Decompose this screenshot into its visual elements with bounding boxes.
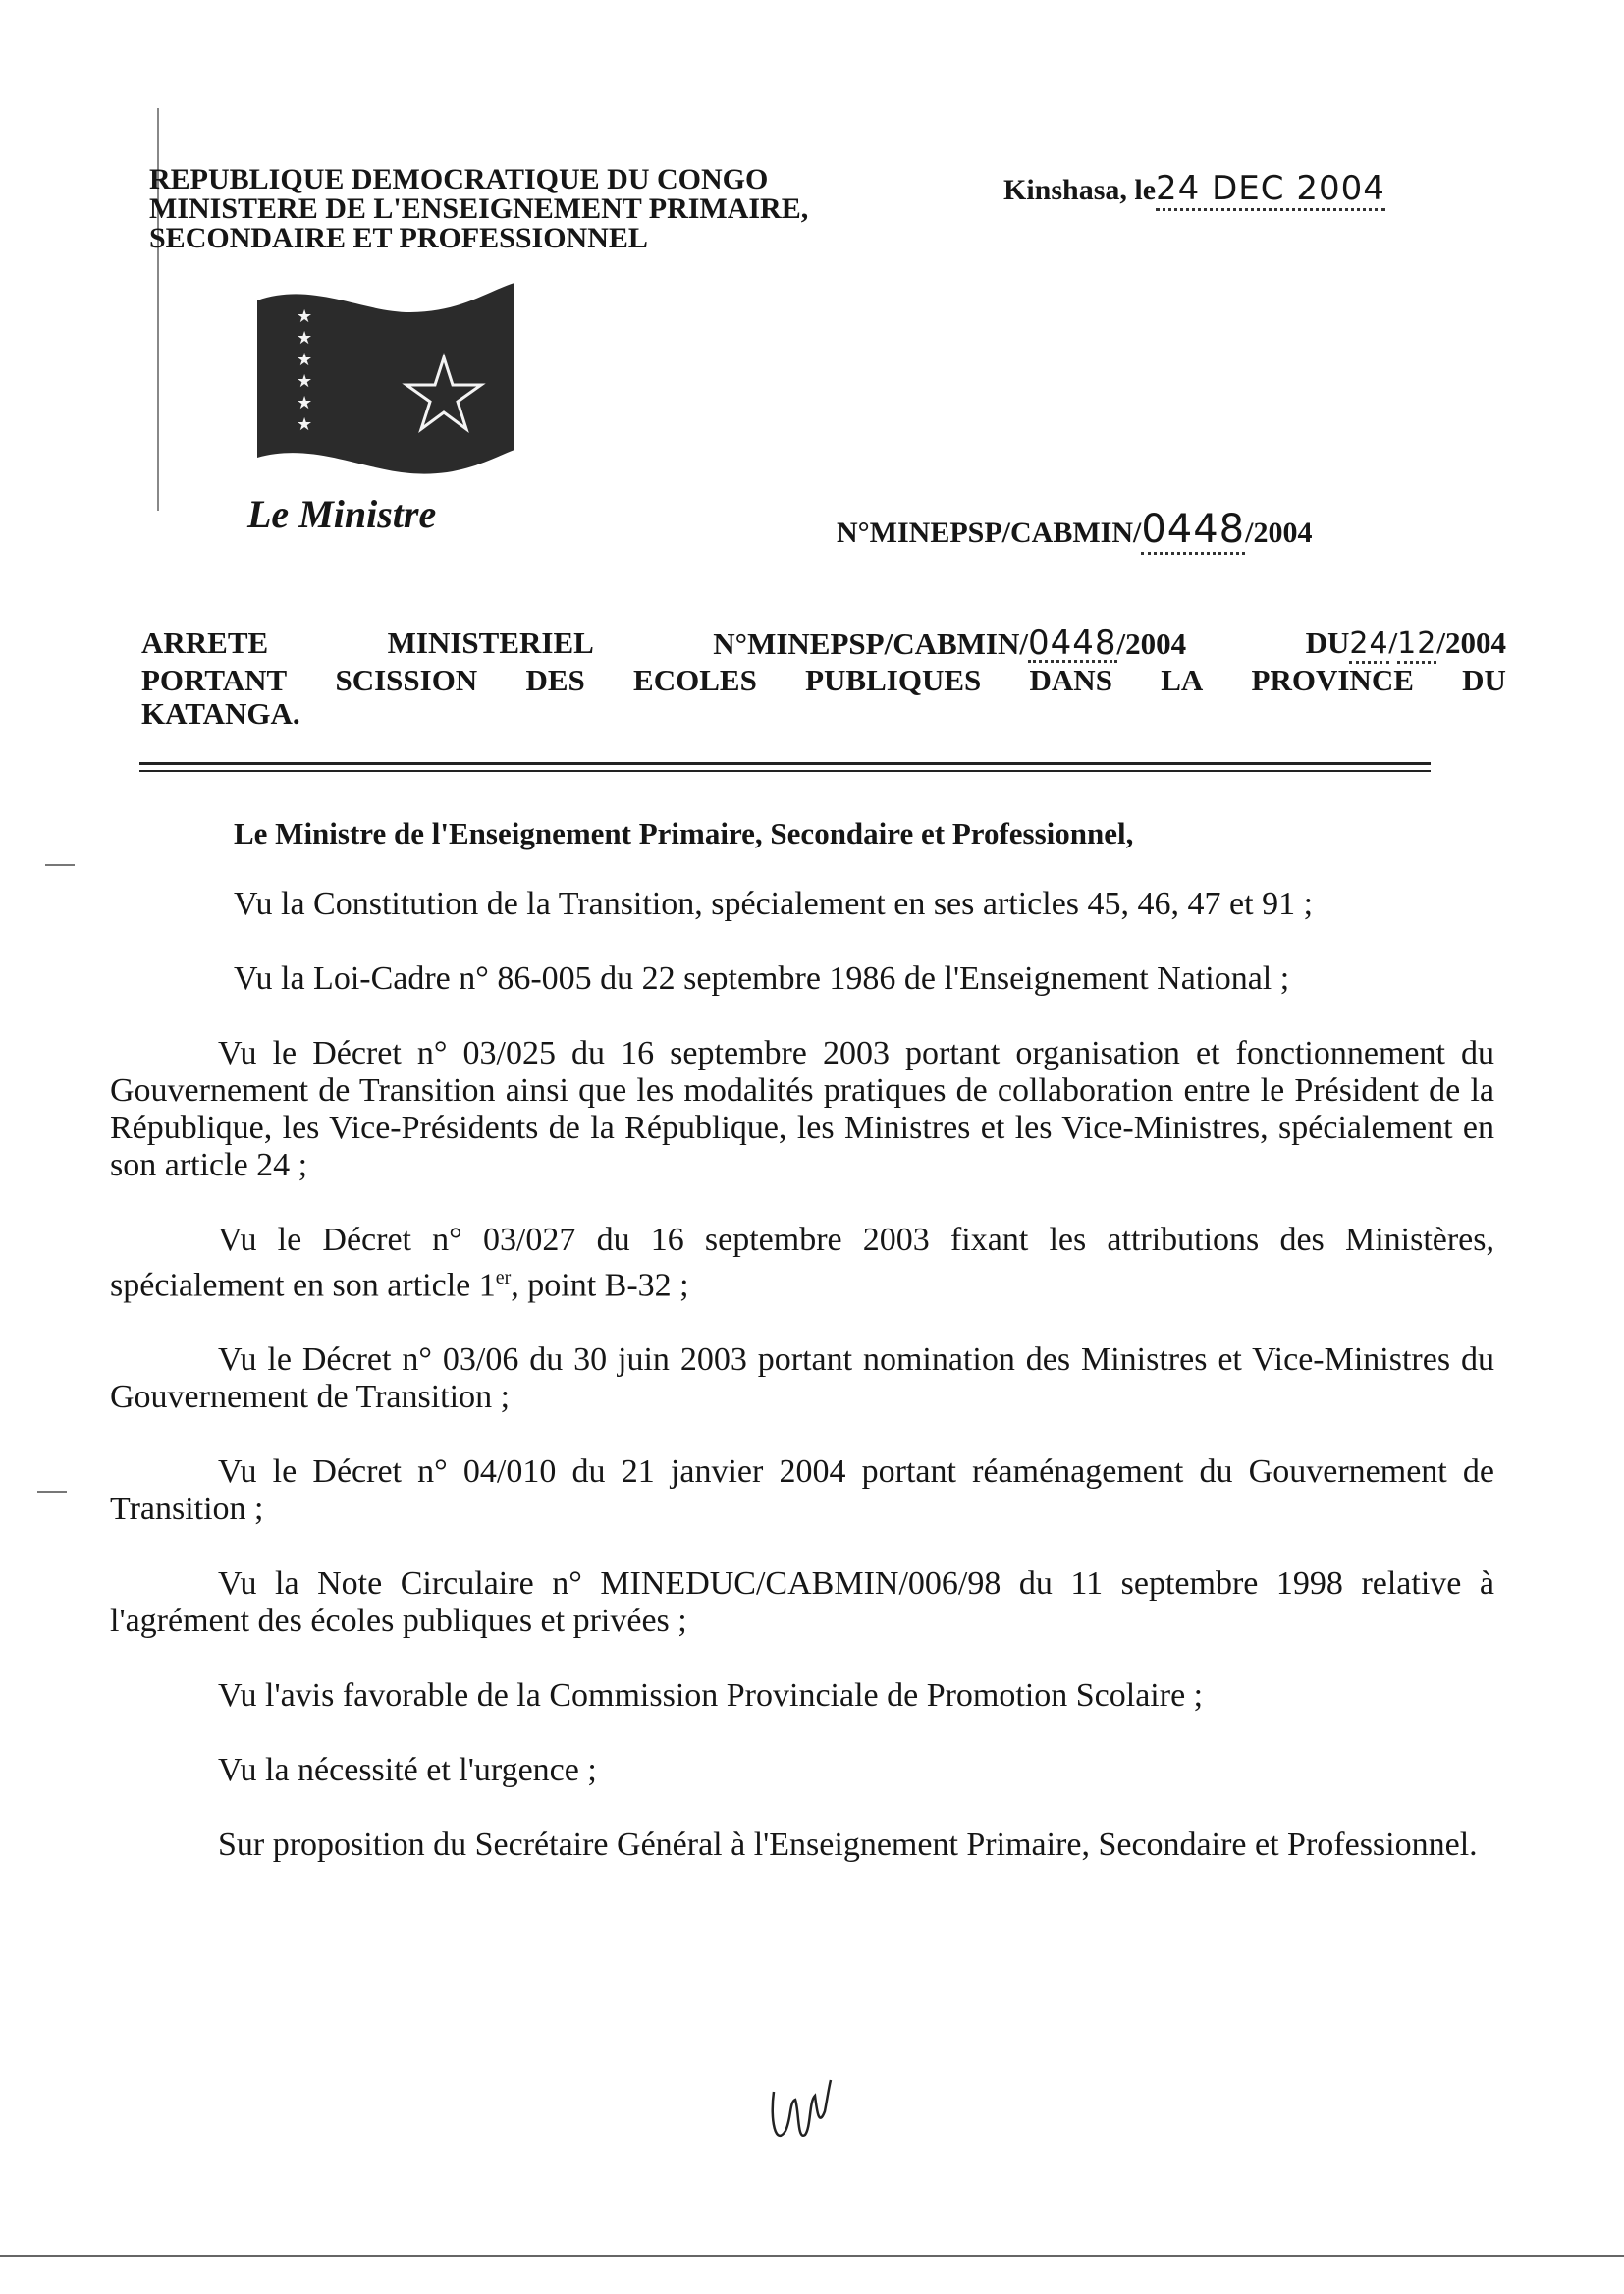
svg-text:★: ★ (297, 371, 313, 392)
reference-number (837, 507, 1312, 555)
handwritten-initials (766, 2072, 835, 2156)
preamble-intro: Le Ministre de l'Enseignement Primaire, Secondaire et Professionnel, (234, 816, 1134, 850)
decree-body (110, 815, 1494, 1901)
svg-text:★: ★ (297, 393, 313, 413)
signature-title: Le Ministre (247, 492, 437, 536)
decree-title (141, 624, 1506, 731)
ref-handwritten: 0448 (1141, 507, 1245, 555)
recital-decret-03-027: Vu le Décret n° 03/027 du 16 septembre 2003 fixant les attributions des Ministères, spécialement en son article 1er, point B-32 ; (110, 1222, 1494, 1304)
title-rule (139, 762, 1431, 765)
place-label: Kinshasa, le (1003, 174, 1157, 206)
recital-urgence: Vu la nécessité et l'urgence ; (218, 1752, 597, 1789)
flag-icon (253, 277, 518, 483)
recital-decret-03-025: Vu le Décret n° 03/025 du 16 septembre 2003 portant organisation et fonctionnement du Gouvernement de Transition ainsi que les modalités pratiques de collaboration entre le Président de la République, les Vice-Présidents de la République, les Ministres et les Vice-Ministres, spécialement en son article 24 ; (110, 1035, 1494, 1183)
decree-title-line-2: PORTANT SCISSION DES ECOLES PUBLIQUES DANS LA PROVINCE DU (141, 663, 1506, 697)
margin-mark (45, 864, 75, 866)
recital-note-circulaire: Vu la Note Circulaire n° MINEDUC/CABMIN/006/98 du 11 septembre 1998 relative à l'agrément des écoles publiques et privées ; (110, 1565, 1494, 1640)
decree-title-line-3: KATANGA. (141, 696, 300, 731)
ministry-name-cont: SECONDAIRE ET PROFESSIONNEL (149, 222, 648, 254)
title-rule-double (139, 770, 1431, 772)
svg-text:★: ★ (297, 350, 313, 370)
svg-text:★: ★ (297, 414, 313, 435)
recital-constitution: Vu la Constitution de la Transition, spécialement en ses articles 45, 46, 47 et 91 ; (234, 886, 1314, 922)
recital-proposition: Sur proposition du Secrétaire Général à l'Enseignement Primaire, Secondaire et Professionnel. (218, 1827, 1478, 1864)
ref-prefix: N°MINEPSP/CABMIN/ (837, 517, 1142, 549)
republic-name: REPUBLIQUE DEMOCRATIQUE DU CONGO (149, 163, 769, 195)
svg-text:★: ★ (297, 328, 313, 349)
recital-commission: Vu l'avis favorable de la Commission Provinciale de Promotion Scolaire ; (218, 1677, 1204, 1715)
recital-decret-04-010: Vu le Décret n° 04/010 du 21 janvier 2004 portant réaménagement du Gouvernement de Transition ; (110, 1453, 1494, 1528)
margin-mark (37, 1491, 67, 1493)
recital-decret-03-06: Vu le Décret n° 03/06 du 30 juin 2003 portant nomination des Ministres et Vice-Ministres du Gouvernement de Transition ; (110, 1341, 1494, 1416)
decree-title-line-1: ARRETE MINISTERIEL N°MINEPSP/CABMIN/0448/2004 DU24/12/2004 (141, 624, 1506, 663)
page-bottom-edge (0, 2255, 1624, 2257)
handwritten-date: 24 DEC 2004 (1156, 169, 1385, 211)
decree-ref: N°MINEPSP/CABMIN/0448/2004 (713, 624, 1187, 663)
ministry-name: MINISTERE DE L'ENSEIGNEMENT PRIMAIRE, (149, 192, 809, 225)
recital-loi-cadre: Vu la Loi-Cadre n° 86-005 du 22 septembre 1986 de l'Enseignement National ; (234, 960, 1290, 997)
ref-suffix: /2004 (1245, 517, 1313, 549)
flag-emblem (253, 277, 518, 488)
place-date (1003, 169, 1385, 211)
svg-text:★: ★ (297, 306, 313, 327)
decree-date: DU24/12/2004 (1306, 627, 1506, 664)
initials-icon (766, 2072, 835, 2151)
issuing-authority (149, 165, 808, 253)
